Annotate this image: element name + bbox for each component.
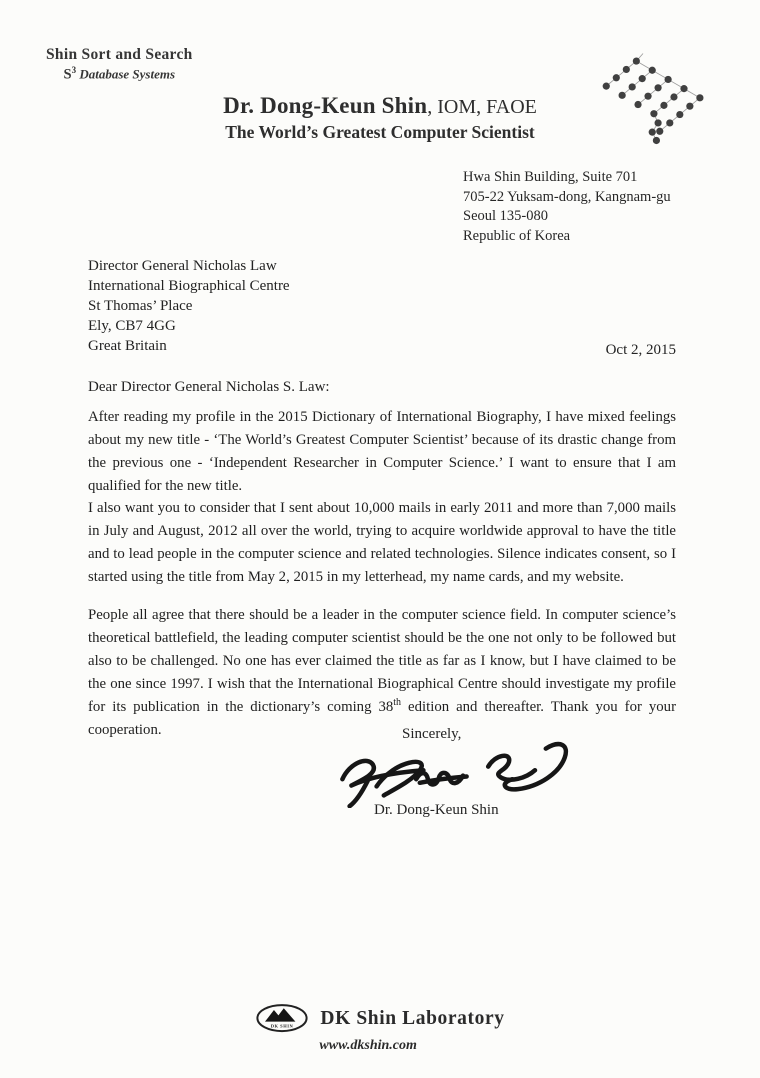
recipient-line: Great Britain xyxy=(88,338,167,354)
body-paragraph-2: I also want you to consider that I sent about 10,000 mails in early 2011 and more than 7,000 mails in July and August, 2012 all over the world, trying to acquire worldwide approval to have the title and to lead people in the computer science and related technologies. Silence indicates consent, so I started using the title from May 2, 2015 in my letterhead, my name cards, and my website. xyxy=(88,500,676,585)
sender-address-line: 705-22 Yuksam-dong, Kangnam-gu xyxy=(463,188,671,205)
brand-division-sup: 3 xyxy=(71,65,77,75)
recipient-line: International Biographical Centre xyxy=(88,278,290,294)
letter-date: Oct 2, 2015 xyxy=(605,342,676,358)
letterhead-name: Dr. Dong-Keun Shin xyxy=(223,93,428,118)
brand-division-rest: Database Systems xyxy=(76,66,176,82)
sender-address-line: Republic of Korea xyxy=(463,227,571,244)
letterhead-name-line xyxy=(0,93,760,119)
body-paragraph-3 xyxy=(88,604,676,742)
handwritten-signature xyxy=(326,736,582,808)
recipient-line: Director General Nicholas Law xyxy=(88,258,277,274)
footer xyxy=(0,1002,760,1054)
sender-address-line: Seoul 135-080 xyxy=(463,208,548,224)
sender-address xyxy=(463,168,671,246)
body-paragraph-1: After reading my profile in the 2015 Dictionary of International Biography, I have mixed feelings about my new title - ‘The World’s Greatest Computer Scientist’ because of its drastic change from the previous one - ‘Independent Researcher in Computer Science.’ I want to ensure that I am qualified for the new title. xyxy=(88,409,676,494)
letterhead-suffix: , IOM, FAOE xyxy=(427,96,537,118)
salutation: Dear Director General Nicholas S. Law: xyxy=(88,379,330,395)
brand-division xyxy=(46,65,193,83)
recipient-line: Ely, CB7 4GG xyxy=(88,318,176,334)
paragraph-3-text-end: edition and thereafter. Thank you for your cooperation. xyxy=(88,699,676,738)
recipient-line: St Thomas’ Place xyxy=(88,298,193,314)
mountain-logo-icon xyxy=(255,1002,309,1036)
valediction: Sincerely, xyxy=(402,726,462,742)
letterhead-title xyxy=(0,93,760,143)
paragraph-3-text: People all agree that there should be a leader in the computer science field. In computer science’s theoretical battlefield, the leading computer scientist should be the one not only to be followed but also to be challenged. No one has ever claimed the title as far as I know, but I have claimed to be the one since 1997. I wish that the International Biographical Centre should investigate my profile for its publication in the dictionary’s coming 38 xyxy=(88,607,676,715)
recipient-address xyxy=(88,256,290,356)
brand-name: Shin Sort and Search xyxy=(46,46,193,63)
logo-text: DK SHIN xyxy=(271,1023,294,1029)
brand-division-s: S xyxy=(63,66,72,83)
letterhead-tagline: The World’s Greatest Computer Scientist xyxy=(225,122,535,142)
ordinal-superscript: th xyxy=(393,697,402,709)
lab-website: www.dkshin.com xyxy=(319,1038,417,1053)
signer-name: Dr. Dong-Keun Shin xyxy=(374,802,499,818)
sender-address-line: Hwa Shin Building, Suite 701 xyxy=(463,169,638,185)
lab-name: DK Shin Laboratory xyxy=(320,1008,505,1029)
brand-block xyxy=(46,46,193,83)
